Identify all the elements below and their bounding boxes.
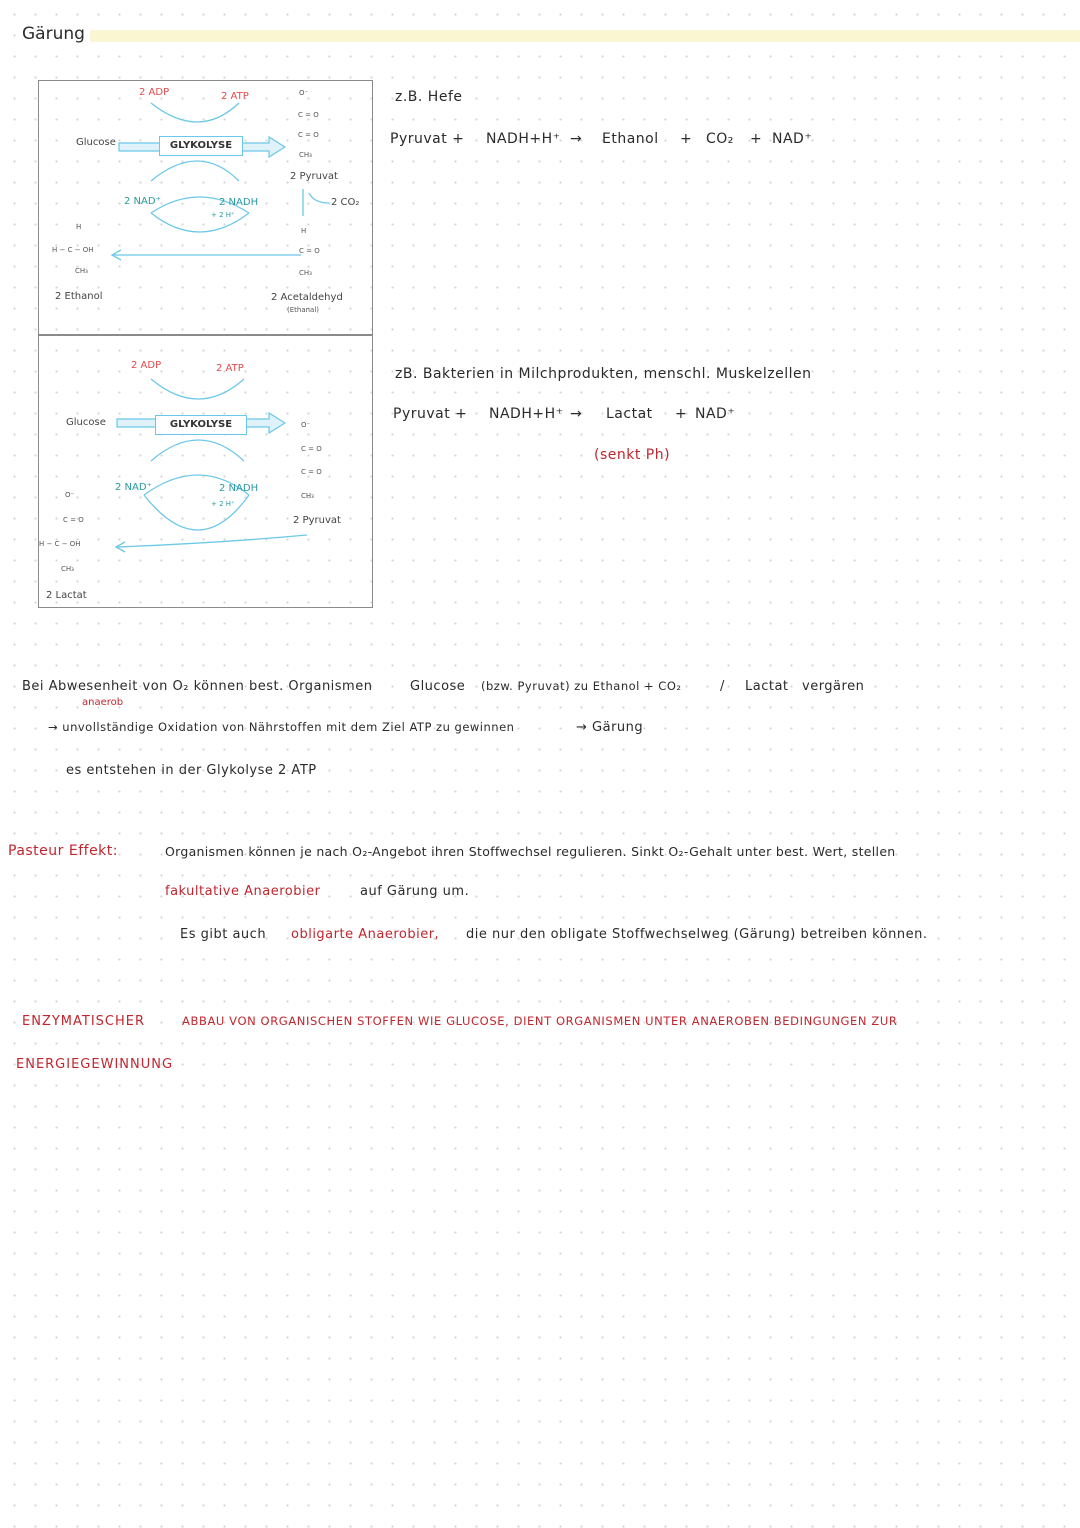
example-bakterien: zB. Bakterien in Milchprodukten, menschl. Muskelzellen bbox=[395, 366, 812, 382]
eq1-plus2: + bbox=[750, 131, 763, 147]
eq1-ethanol: Ethanol bbox=[602, 131, 659, 147]
eq1-nad: NAD⁺ bbox=[772, 131, 813, 147]
pyruvat-o: O⁻ bbox=[299, 89, 309, 97]
notes-line1f: vergären bbox=[802, 679, 865, 694]
eq1-arrow: → bbox=[570, 131, 583, 147]
acet-ch3: CH₃ bbox=[299, 269, 312, 277]
pasteur-line3c: die nur den obligate Stoffwechselweg (Gärung) betreiben können. bbox=[466, 927, 928, 942]
example-hefe: z.B. Hefe bbox=[395, 89, 463, 105]
pasteur-label: Pasteur Effekt: bbox=[8, 843, 118, 859]
eq1-pyruvat: Pyruvat + bbox=[390, 131, 465, 147]
adp-label: 2 ADP bbox=[131, 360, 162, 371]
lactat-c1: C = O bbox=[63, 516, 84, 524]
glucose-label: Glucose bbox=[76, 137, 116, 148]
ethanol-h: H bbox=[76, 223, 82, 231]
ethanol-c: H − C − OH bbox=[52, 246, 94, 254]
lactat-c2: H − C − OH bbox=[39, 540, 81, 548]
glykolyse-label: GLYKOLYSE bbox=[155, 415, 247, 435]
acet-h: H bbox=[301, 227, 307, 235]
eq1-plus1: + bbox=[680, 131, 693, 147]
co2-label: 2 CO₂ bbox=[331, 197, 360, 208]
acetaldehyd-label: 2 Acetaldehyd bbox=[271, 292, 343, 303]
h-label: + 2 H⁺ bbox=[211, 211, 235, 219]
ethanol-ch3: CH₃ bbox=[75, 267, 88, 275]
nadh-label: 2 NADH bbox=[219, 197, 259, 208]
notes-line1e: Lactat bbox=[745, 679, 789, 694]
atp-label: 2 ATP bbox=[221, 91, 249, 102]
pyruvat-c1: C = O bbox=[301, 445, 322, 453]
summary-part1: ENZYMATISCHER bbox=[22, 1014, 146, 1029]
pasteur-fakultative: fakultative Anaerobier bbox=[165, 884, 321, 899]
pyruvat-ch3: CH₃ bbox=[299, 151, 312, 159]
lactat-label: 2 Lactat bbox=[46, 590, 87, 601]
lactat-o: O⁻ bbox=[65, 491, 75, 499]
eq2-nadh: NADH+H⁺ bbox=[489, 406, 564, 422]
summary-part3: ENERGIEGEWINNUNG bbox=[16, 1057, 174, 1072]
diagram2-arrows bbox=[39, 335, 372, 607]
pyruvat-c2: C = O bbox=[298, 131, 319, 139]
pyruvat-o: O⁻ bbox=[301, 421, 311, 429]
notes-line2b: → Gärung bbox=[576, 720, 644, 735]
eq1-nadh: NADH+H⁺ bbox=[486, 131, 561, 147]
eq2-plus: + bbox=[675, 406, 688, 422]
pyruvat-label: 2 Pyruvat bbox=[293, 515, 341, 526]
pyruvat-c2: C = O bbox=[301, 468, 322, 476]
summary-part2: ABBAU VON ORGANISCHEN STOFFEN WIE GLUCOSE, DIENT ORGANISMEN UNTER ANAEROBEN BEDINGUNGEN ZUR bbox=[182, 1014, 898, 1028]
eq2-nad: NAD⁺ bbox=[695, 406, 736, 422]
pasteur-obligate: obligarte Anaerobier, bbox=[291, 927, 440, 942]
glucose-label: Glucose bbox=[66, 417, 106, 428]
pasteur-line3a: Es gibt auch bbox=[180, 927, 267, 942]
notes-line1b: Glucose bbox=[410, 679, 466, 694]
acet-c: C = O bbox=[299, 247, 320, 255]
pyruvat-ch3: CH₃ bbox=[301, 492, 314, 500]
notes-line1c: (bzw. Pyruvat) zu Ethanol + CO₂ bbox=[481, 679, 682, 693]
pasteur-line2b: auf Gärung um. bbox=[360, 884, 470, 899]
eq2-pyruvat: Pyruvat + bbox=[393, 406, 468, 422]
notes-line1d: / bbox=[720, 679, 725, 694]
eq2-note: (senkt Ph) bbox=[594, 447, 671, 463]
nad-label: 2 NAD⁺ bbox=[124, 196, 161, 207]
notes-line2: → unvollständige Oxidation von Nährstoffen mit dem Ziel ATP zu gewinnen bbox=[48, 720, 515, 734]
pasteur-line1: Organismen können je nach O₂-Angebot ihren Stoffwechsel regulieren. Sinkt O₂-Gehalt unter best. Wert, stellen bbox=[165, 844, 896, 859]
eq1-co2: CO₂ bbox=[706, 131, 734, 147]
nadh-label: 2 NADH bbox=[219, 483, 259, 494]
eq2-arrow: → bbox=[570, 406, 583, 422]
adp-label: 2 ADP bbox=[139, 87, 170, 98]
nad-label: 2 NAD⁺ bbox=[115, 482, 152, 493]
diagram-alcoholic-fermentation bbox=[38, 80, 373, 336]
atp-label: 2 ATP bbox=[216, 363, 244, 374]
notes-anaerob: anaerob bbox=[82, 697, 124, 708]
pyruvat-c1: C = O bbox=[298, 111, 319, 119]
page-title: Gärung bbox=[22, 24, 85, 44]
notes-line3: es entstehen in der Glykolyse 2 ATP bbox=[66, 763, 317, 778]
h-label: + 2 H⁺ bbox=[211, 500, 235, 508]
ethanol-label: 2 Ethanol bbox=[55, 291, 103, 302]
acetaldehyd-sub: (Ethanal) bbox=[287, 306, 320, 314]
title-highlight bbox=[90, 30, 1080, 42]
notes-line1a: Bei Abwesenheit von O₂ können best. Organismen bbox=[22, 679, 373, 694]
pyruvat-label: 2 Pyruvat bbox=[290, 171, 338, 182]
glykolyse-label: GLYKOLYSE bbox=[159, 136, 243, 156]
eq2-lactat: Lactat bbox=[606, 406, 653, 422]
lactat-ch3: CH₃ bbox=[61, 565, 74, 573]
diagram-lactic-fermentation bbox=[38, 334, 373, 608]
